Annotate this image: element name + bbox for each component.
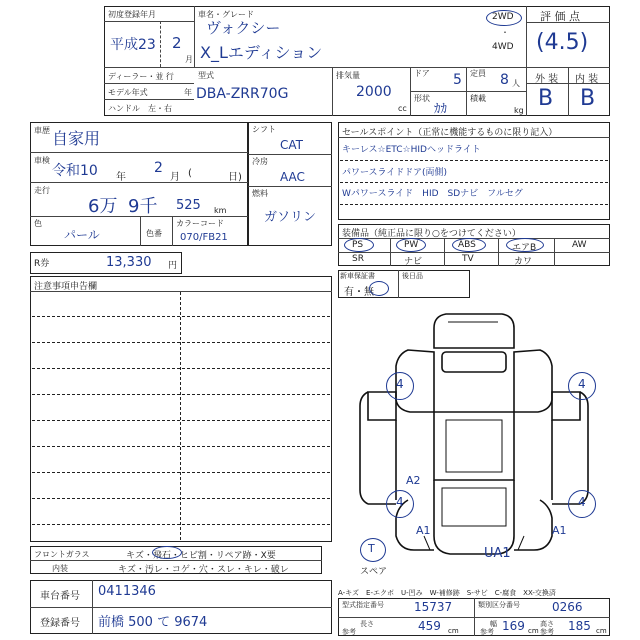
- ref-label: 参考: [480, 628, 494, 636]
- damage-legend: A-キズ E-エクボ U-凹み W-補修跡 S-サビ C-腐食 XX-交換済: [338, 589, 556, 597]
- sales-point-item: Wパワースライド HID SDナビ フルセグ: [342, 189, 523, 199]
- type-value: DBA-ZRR70G: [196, 86, 289, 102]
- mileage-label: 走行: [34, 186, 50, 195]
- stone-chip-circle: [152, 546, 182, 559]
- ref-label: 参考: [540, 628, 554, 636]
- divider: [30, 291, 332, 292]
- note-line: [32, 420, 330, 421]
- grade: X_Lエディション: [200, 43, 323, 62]
- equip-pw-circle: [396, 238, 426, 252]
- divider: [398, 270, 399, 298]
- day-unit: 日): [228, 172, 242, 183]
- equip-abs-circle: [452, 238, 486, 252]
- use-label: 車歴: [34, 126, 50, 135]
- displacement-label: 排気量: [336, 71, 360, 80]
- drive-dot: ・: [501, 28, 509, 37]
- divider: [526, 22, 610, 23]
- equip-tv: TV: [462, 254, 474, 264]
- displacement-value: 2000: [356, 84, 392, 100]
- recycle-unit: 円: [168, 261, 178, 271]
- equipment-label: 装備品（純正品に限り○をつけてください）: [342, 229, 521, 239]
- note-column: [180, 292, 181, 540]
- interior-label: 内 装: [575, 74, 599, 85]
- divider: [340, 204, 608, 205]
- interior-grade: B: [580, 86, 596, 111]
- divider: [104, 67, 526, 68]
- shift-value: CAT: [280, 138, 303, 152]
- shape-label: 形状: [414, 94, 430, 103]
- note-line: [32, 316, 330, 317]
- first-reg-era: 平成23: [110, 37, 156, 53]
- equip-leather: カワ: [514, 257, 533, 267]
- dealer-label: ディーラー・並 行: [108, 72, 174, 81]
- chassis-label: 車台番号: [40, 591, 80, 602]
- drive-4wd: 4WD: [492, 42, 514, 52]
- wheel-rr-mark: 4: [578, 495, 586, 509]
- divider: [340, 182, 608, 183]
- color-code-label: カラーコード: [176, 219, 224, 228]
- divider: [30, 152, 248, 153]
- record-book-label: 後日品: [402, 272, 423, 280]
- capacity-label: 定員: [470, 69, 486, 78]
- note-line: [32, 524, 330, 525]
- divider: [160, 21, 161, 67]
- aircon-value: AAC: [280, 170, 305, 184]
- recycle-label: R券: [34, 259, 50, 269]
- mileage-man: 6万: [88, 196, 118, 217]
- sales-point-item: キーレス☆ETC☆HIDヘッドライト: [342, 145, 481, 155]
- damage-mark: A2: [406, 474, 421, 487]
- type-designation-value: 15737: [414, 600, 453, 614]
- handle-label: ハンドル 左・右: [108, 104, 172, 113]
- capacity-unit: 人: [512, 79, 520, 88]
- registration-value: 前橋 500 て 9674: [98, 615, 208, 630]
- divider: [30, 560, 322, 561]
- divider: [568, 67, 569, 116]
- wheel-fr-mark: 4: [578, 377, 586, 391]
- year-unit: 年: [116, 172, 126, 183]
- wheel-rl-mark: 4: [396, 495, 404, 509]
- recycle-amount: 13,330: [106, 255, 152, 270]
- divider: [104, 21, 194, 22]
- category-value: 0266: [552, 600, 583, 614]
- color-code-value: 070/FB21: [180, 232, 228, 243]
- color-no-label: 色番: [146, 229, 162, 238]
- km-unit: km: [214, 206, 227, 215]
- month-unit: 月: [185, 55, 193, 64]
- note-line: [32, 342, 330, 343]
- drive-2wd: 2WD: [492, 12, 514, 22]
- equip-pw: PW: [404, 240, 419, 250]
- interior-row-text: キズ・汚レ・コゲ・穴・スレ・キレ・破レ: [118, 565, 289, 575]
- color-value: パール: [64, 228, 100, 242]
- kg-unit: kg: [514, 106, 524, 115]
- warranty-value: 有・無: [344, 287, 374, 298]
- equip-airbag-circle: [506, 238, 544, 252]
- divider: [104, 99, 194, 100]
- cm-unit: cm: [528, 627, 539, 635]
- model-name: ヴォクシー: [206, 19, 281, 37]
- registration-label: 登録番号: [40, 618, 80, 629]
- month-unit: 月: [170, 172, 180, 183]
- warranty-none-circle: [369, 281, 389, 296]
- door-value: 5: [453, 72, 462, 88]
- shape-value: ｶｶ: [434, 102, 447, 117]
- divider: [526, 83, 610, 84]
- divider: [554, 238, 555, 266]
- score-value: (4.5): [536, 30, 589, 55]
- divider: [498, 238, 499, 266]
- divider: [30, 607, 332, 608]
- width-value: 169: [502, 619, 525, 633]
- shift-label: シフト: [252, 125, 276, 134]
- inspection-era: 令和10: [52, 163, 98, 179]
- divider: [338, 617, 610, 618]
- color-label: 色: [34, 219, 42, 228]
- chassis-value: 0411346: [98, 584, 156, 599]
- note-line: [32, 394, 330, 395]
- inspection-label: 車検: [34, 156, 50, 165]
- divider: [248, 186, 332, 187]
- divider: [410, 91, 526, 92]
- type-label: 型式: [198, 71, 214, 80]
- damage-mark: A1: [416, 524, 431, 537]
- divider: [248, 154, 332, 155]
- spare-label: スペア: [360, 567, 388, 577]
- divider: [338, 137, 610, 138]
- windshield-label: フロントガラス: [34, 550, 90, 559]
- divider: [194, 6, 195, 68]
- equip-navi: ナビ: [404, 257, 423, 267]
- damage-mark: A1: [552, 524, 567, 537]
- divider: [338, 252, 610, 253]
- divider: [340, 160, 608, 161]
- spare-tire-mark: T: [368, 542, 375, 555]
- cm-unit: cm: [448, 627, 459, 635]
- equip-abs: ABS: [458, 240, 476, 250]
- length-label: 長さ: [360, 620, 374, 628]
- door-label: ドア: [414, 69, 430, 78]
- divider: [444, 238, 445, 266]
- first-reg-label: 初度登録年月: [108, 10, 156, 19]
- use-value: 自家用: [52, 129, 101, 148]
- equip-sr: SR: [352, 254, 364, 264]
- note-line: [32, 446, 330, 447]
- sales-point-item: パワースライドドア(両側): [342, 168, 448, 178]
- ref-label: 参考: [342, 628, 356, 636]
- windshield-text: キズ・飛石・ヒビ割・リペア跡・X要: [126, 551, 276, 561]
- aircon-label: 冷房: [252, 157, 268, 166]
- width-label: 幅: [490, 620, 497, 628]
- divider: [332, 67, 333, 116]
- fuel-label: 燃料: [252, 189, 268, 198]
- fuel-value: ガソリン: [264, 210, 317, 225]
- type-designation-label: 型式指定番号: [342, 601, 384, 609]
- cc-unit: cc: [398, 104, 407, 113]
- first-reg-month: 2: [172, 34, 182, 52]
- name-grade-label: 車名・グレード: [198, 10, 254, 19]
- wheel-fl-mark: 4: [396, 377, 404, 391]
- divider: [390, 238, 391, 266]
- exterior-label: 外 装: [535, 74, 559, 85]
- interior-row-label: 内装: [52, 564, 68, 573]
- mileage-rest: 525: [176, 198, 201, 213]
- height-value: 185: [568, 619, 591, 633]
- divider: [104, 83, 194, 84]
- divider: [140, 216, 141, 246]
- score-label: 評 価 点: [540, 10, 580, 23]
- mileage-sen: 9千: [128, 196, 158, 217]
- warranty-label: 新車保証書: [340, 272, 375, 280]
- equip-airbag: エアB: [512, 243, 537, 253]
- divider: [30, 182, 248, 183]
- model-year-unit: 年: [184, 88, 192, 97]
- height-label: 高さ: [540, 620, 554, 628]
- exterior-grade: B: [538, 86, 554, 111]
- notes-label: 注意事項申告欄: [34, 282, 98, 292]
- note-line: [32, 498, 330, 499]
- equip-aw: AW: [572, 240, 587, 250]
- cm-unit: cm: [596, 627, 607, 635]
- divider: [172, 216, 173, 246]
- divider: [30, 216, 248, 217]
- length-value: 459: [418, 619, 441, 633]
- note-line: [32, 472, 330, 473]
- equip-ps-circle: [344, 238, 374, 252]
- note-line: [32, 368, 330, 369]
- model-year-label: モデル年式: [108, 88, 148, 97]
- damage-mark: UA1: [484, 546, 511, 561]
- inspection-month: 2: [154, 160, 163, 176]
- category-label: 類別区分番号: [478, 601, 520, 609]
- sales-points-label: セールスポイント（正常に機能するものに限り記入）: [342, 128, 558, 138]
- capacity-value: 8: [500, 72, 509, 88]
- paren-left: (: [188, 168, 192, 179]
- equip-ps: PS: [352, 240, 364, 250]
- load-label: 積載: [470, 94, 486, 103]
